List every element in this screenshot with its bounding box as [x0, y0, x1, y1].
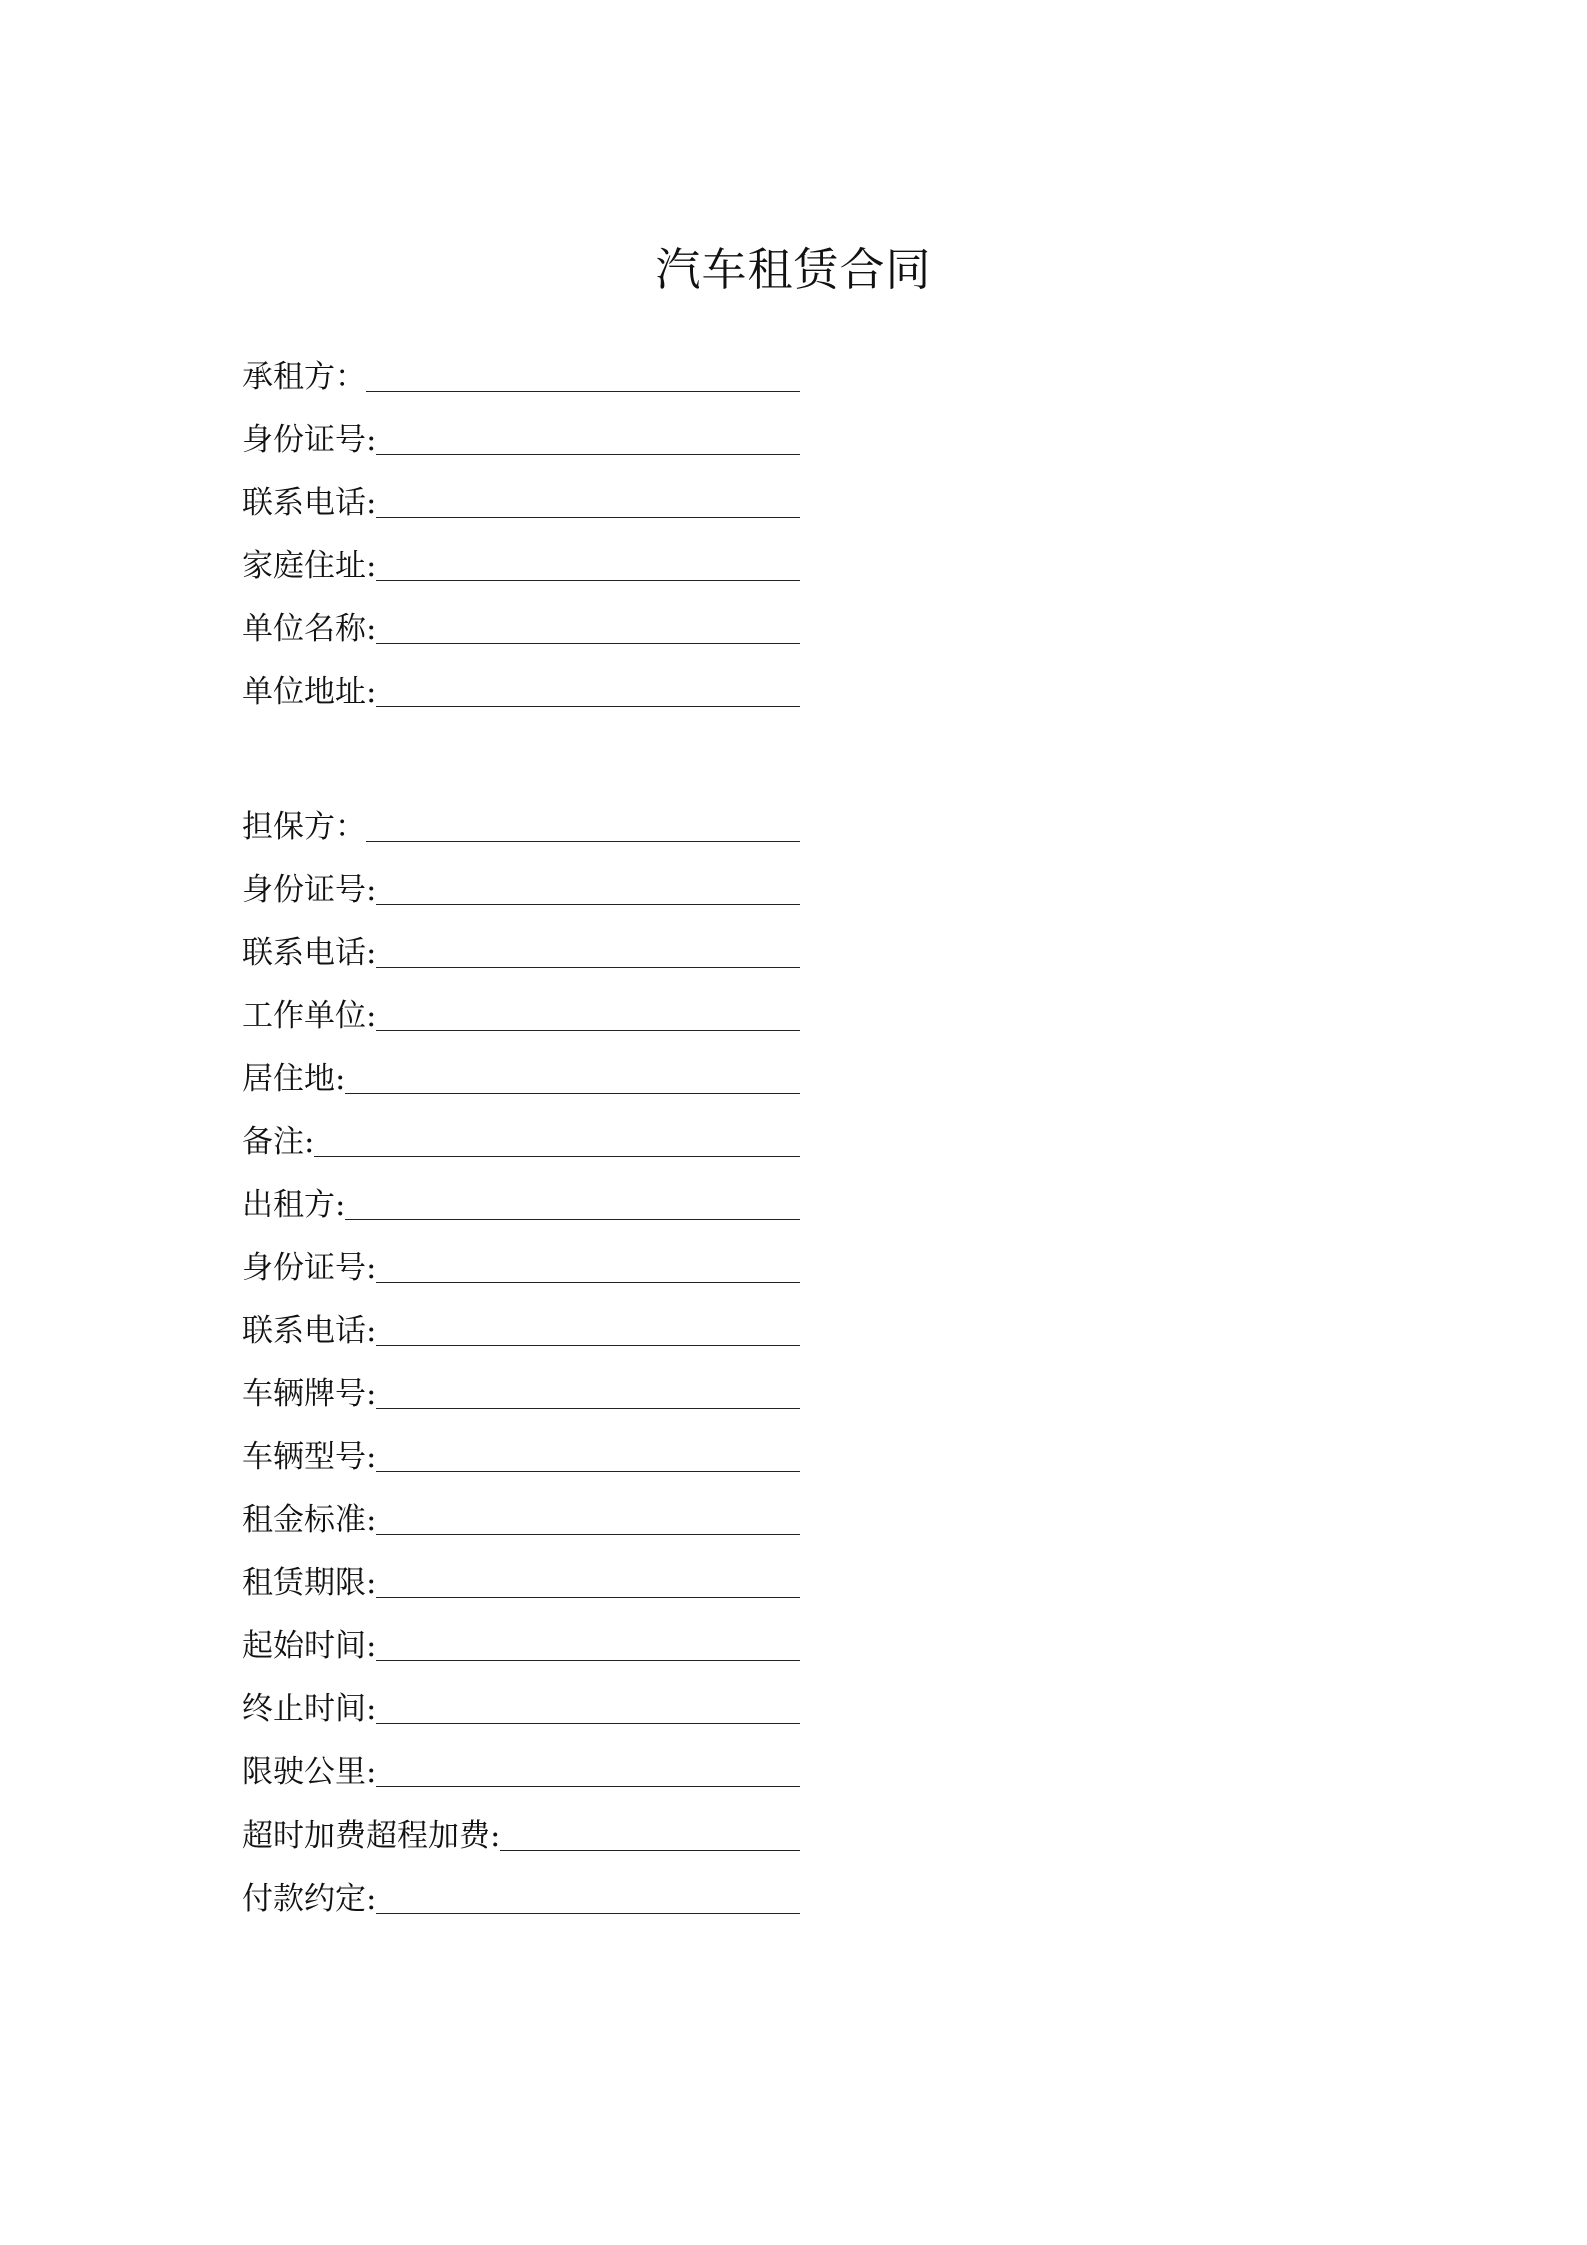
field-label: 居住地: — [242, 1061, 346, 1097]
field-label: 租赁期限: — [242, 1565, 377, 1601]
renter-id-field[interactable] — [242, 419, 800, 459]
start-time-field[interactable] — [242, 1625, 800, 1665]
field-label: 联系电话: — [242, 485, 377, 521]
lease-term-field[interactable] — [242, 1562, 800, 1602]
field-label: 出租方: — [242, 1187, 346, 1223]
field-label: 承租方： — [242, 359, 366, 395]
field-label: 单位名称: — [242, 611, 377, 647]
field-label: 身份证号: — [242, 872, 377, 908]
field-label: 担保方： — [242, 809, 366, 845]
lessor-phone-field[interactable] — [242, 1310, 800, 1350]
field-label: 身份证号: — [242, 1250, 377, 1286]
guarantor-id-field[interactable] — [242, 869, 800, 909]
fill-in-line[interactable] — [376, 1913, 800, 1914]
fill-in-line[interactable] — [314, 1156, 800, 1157]
payment-terms-field[interactable] — [242, 1878, 800, 1918]
overtime-overmileage-fee-field[interactable] — [242, 1815, 800, 1855]
fill-in-line[interactable] — [376, 706, 800, 707]
fill-in-line[interactable] — [376, 1471, 800, 1472]
fill-in-line[interactable] — [376, 967, 800, 968]
fill-in-line[interactable] — [376, 1030, 800, 1031]
fill-in-line[interactable] — [376, 1345, 800, 1346]
fill-in-line[interactable] — [376, 1408, 800, 1409]
fill-in-line[interactable] — [376, 1660, 800, 1661]
field-label: 车辆型号: — [242, 1439, 377, 1475]
field-label: 租金标准: — [242, 1502, 377, 1538]
field-label: 车辆牌号: — [242, 1376, 377, 1412]
fill-in-line[interactable] — [376, 1723, 800, 1724]
field-label: 超时加费超程加费: — [242, 1818, 501, 1854]
renter-employer-name-field[interactable] — [242, 608, 800, 648]
fill-in-line[interactable] — [376, 454, 800, 455]
field-label: 联系电话: — [242, 1313, 377, 1349]
vehicle-plate-field[interactable] — [242, 1373, 800, 1413]
renter-employer-address-field[interactable] — [242, 671, 800, 711]
field-label: 单位地址: — [242, 674, 377, 710]
renter-home-address-field[interactable] — [242, 545, 800, 585]
guarantor-name-field[interactable] — [242, 806, 800, 846]
fill-in-line[interactable] — [376, 517, 800, 518]
fill-in-line[interactable] — [500, 1850, 800, 1851]
rent-standard-field[interactable] — [242, 1499, 800, 1539]
renter-name-field[interactable] — [242, 356, 800, 396]
mileage-limit-field[interactable] — [242, 1751, 800, 1791]
guarantor-phone-field[interactable] — [242, 932, 800, 972]
lessor-id-field[interactable] — [242, 1247, 800, 1287]
vehicle-model-field[interactable] — [242, 1436, 800, 1476]
renter-phone-field[interactable] — [242, 482, 800, 522]
fill-in-line[interactable] — [345, 1219, 800, 1220]
lessor-name-field[interactable] — [242, 1184, 800, 1224]
fill-in-line[interactable] — [345, 1093, 800, 1094]
field-label: 家庭住址: — [242, 548, 377, 584]
fill-in-line[interactable] — [376, 643, 800, 644]
field-label: 限驶公里: — [242, 1754, 377, 1790]
field-label: 终止时间: — [242, 1691, 377, 1727]
field-label: 付款约定: — [242, 1881, 377, 1917]
field-label: 身份证号: — [242, 422, 377, 458]
guarantor-workplace-field[interactable] — [242, 995, 800, 1035]
field-label: 备注: — [242, 1124, 315, 1160]
fill-in-line[interactable] — [376, 1597, 800, 1598]
fill-in-line[interactable] — [366, 391, 800, 392]
end-time-field[interactable] — [242, 1688, 800, 1728]
field-label: 工作单位: — [242, 998, 377, 1034]
document-title: 汽车租赁合同 — [655, 243, 932, 296]
fill-in-line[interactable] — [376, 1786, 800, 1787]
field-label: 联系电话: — [242, 935, 377, 971]
guarantor-residence-field[interactable] — [242, 1058, 800, 1098]
fill-in-line[interactable] — [376, 1282, 800, 1283]
fill-in-line[interactable] — [366, 841, 800, 842]
fill-in-line[interactable] — [376, 1534, 800, 1535]
field-label: 起始时间: — [242, 1628, 377, 1664]
guarantor-remarks-field[interactable] — [242, 1121, 800, 1161]
fill-in-line[interactable] — [376, 580, 800, 581]
fill-in-line[interactable] — [376, 904, 800, 905]
